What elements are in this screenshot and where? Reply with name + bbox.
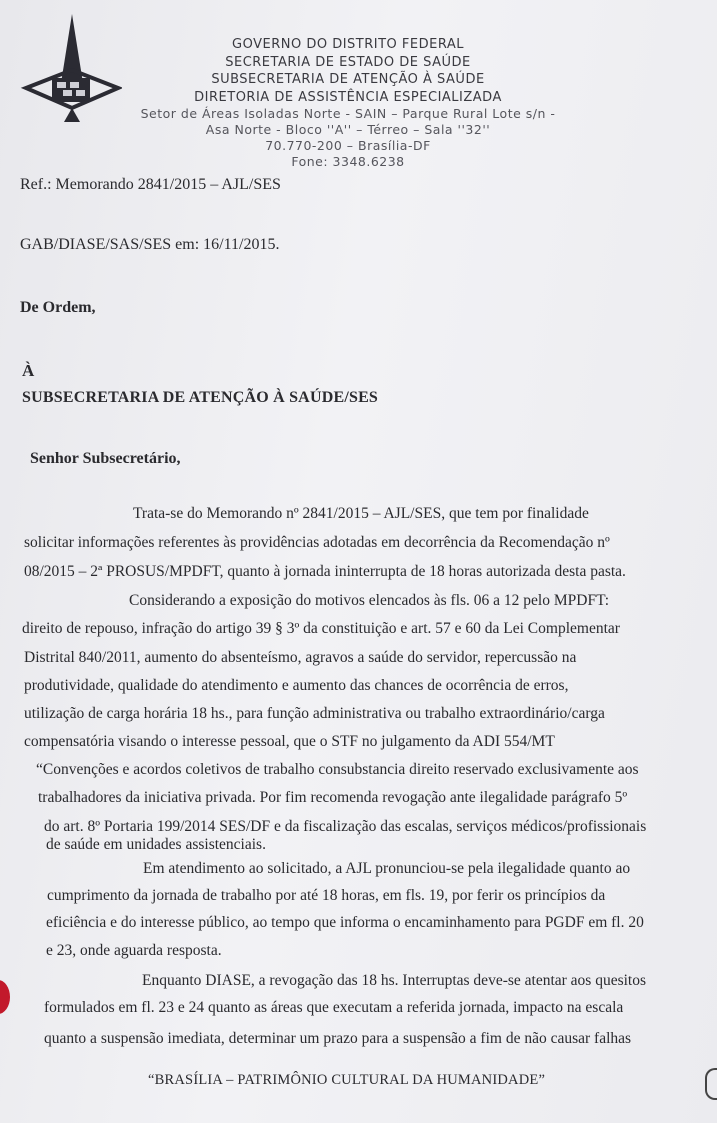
body-line: de saúde em unidades assistenciais. — [46, 836, 266, 853]
footer-motto: “BRASÍLIA – PATRIMÔNIO CULTURAL DA HUMANIDADE” — [148, 1072, 546, 1088]
header-government: GOVERNO DO DISTRITO FEDERAL — [232, 37, 464, 52]
header-secretariat: SECRETARIA DE ESTADO DE SAÚDE — [225, 54, 471, 70]
gdf-emblem-icon — [12, 10, 122, 125]
body-line: solicitar informações referentes às providências adotadas em decorrência da Recomendação nº — [24, 534, 610, 551]
body-line: e 23, onde aguarda resposta. — [46, 942, 222, 959]
header-subsecretariat: SUBSECRETARIA DE ATENÇÃO À SAÚDE — [211, 72, 485, 87]
body-line: utilização de carga horária 18 hs., para função administrativa ou trabalho extraordinário/carga — [24, 705, 605, 722]
body-line: formulados em fl. 23 e 24 quanto as áreas que executam a referida jornada, impacto na escala — [44, 999, 624, 1016]
letterhead — [118, 36, 578, 170]
header-phone: Fone: 3348.6238 — [291, 154, 405, 169]
addressee: SUBSECRETARIA DE ATENÇÃO À SAÚDE/SES — [22, 389, 379, 406]
body-line: compensatória visando o interesse pessoal, que o STF no julgamento da ADI 554/MT — [24, 733, 555, 750]
body-line: direito de repouso, infração do artigo 39 § 3º da constituição e art. 57 e 60 da Lei Complementar — [22, 620, 620, 637]
body-line: cumprimento da jornada de trabalho por até 18 horas, em fls. 19, por ferir os princípios da — [47, 887, 606, 904]
addressee-prefix: À — [22, 361, 35, 380]
by-order-line: De Ordem, — [20, 299, 96, 316]
body-line: “Convenções e acordos coletivos de trabalho consubstancia direito reservado exclusivamente aos — [36, 761, 639, 778]
binder-clip-icon — [705, 1068, 717, 1100]
header-address-1: Setor de Áreas Isoladas Norte - SAIN – Parque Rural Lote s/n - — [140, 106, 556, 121]
body-line: do art. 8º Portaria 199/2014 SES/DF e da fiscalização das escalas, serviços médicos/profissionais — [44, 818, 647, 835]
header-address-3: 70.770-200 – Brasília-DF — [265, 138, 431, 153]
body-line: 08/2015 – 2ª PROSUS/MPDFT, quanto à jornada ininterrupta de 18 horas autorizada desta pasta. — [24, 563, 626, 580]
reference-line: Ref.: Memorando 2841/2015 – AJL/SES — [20, 176, 281, 193]
body-line: produtividade, qualidade do atendimento e aumento das chances de ocorrência de erros, — [24, 677, 569, 694]
header-address-2: Asa Norte - Bloco ''A'' – Térreo – Sala ''32'' — [205, 122, 491, 137]
body-line: eficiência e do interesse público, ao tempo que informa o encaminhamento para PGDF em fl. 20 — [46, 914, 644, 931]
body-line: Distrital 840/2011, aumento do absenteísmo, agravos a saúde do servidor, repercussão na — [24, 649, 577, 666]
office-date-line: GAB/DIASE/SAS/SES em: 16/11/2015. — [20, 236, 280, 253]
header-directorate: DIRETORIA DE ASSISTÊNCIA ESPECIALIZADA — [194, 89, 502, 105]
body-line: Trata-se do Memorando nº 2841/2015 – AJL/SES, que tem por finalidade — [133, 505, 589, 522]
salutation: Senhor Subsecretário, — [30, 450, 181, 467]
body-line: quanto a suspensão imediata, determinar um prazo para a suspensão a fim de não causar falhas — [44, 1030, 632, 1047]
red-clip-icon — [0, 980, 10, 1014]
body-line: Em atendimento ao solicitado, a AJL pronunciou-se pela ilegalidade quanto ao — [143, 860, 631, 877]
body-line: Enquanto DIASE, a revogação das 18 hs. Interruptas deve-se atentar aos quesitos — [142, 972, 647, 989]
body-line: Considerando a exposição do motivos elencados às fls. 06 a 12 pelo MPDFT: — [129, 592, 610, 609]
body-line: trabalhadores da iniciativa privada. Por fim recomenda revogação ante ilegalidade parágrafo 5º — [38, 789, 628, 806]
